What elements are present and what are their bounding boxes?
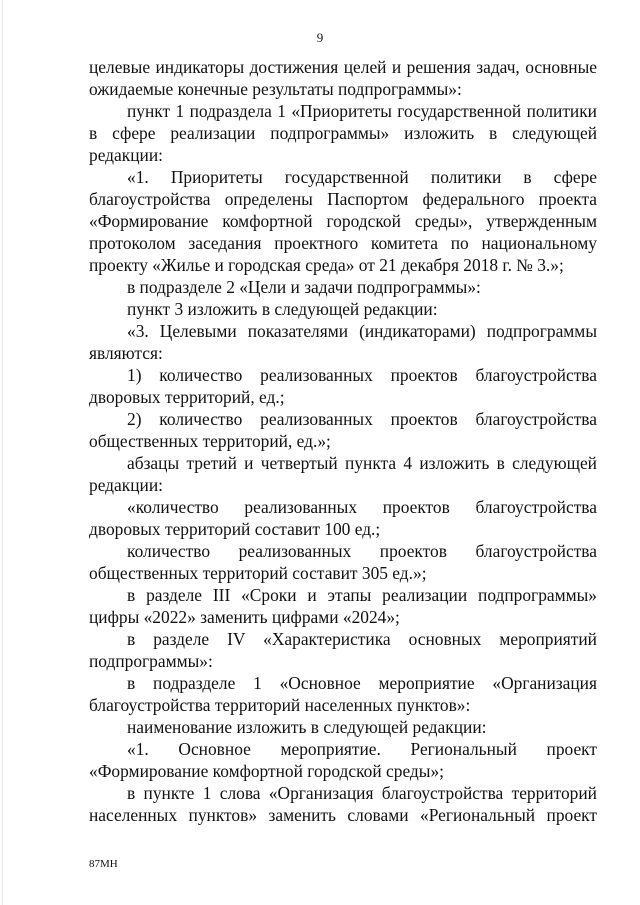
page-number: 9 bbox=[316, 30, 324, 45]
paragraph: в подразделе 1 «Основное мероприятие «Организация благоустройства территорий населенных пунктов»: bbox=[89, 673, 597, 715]
paragraph: в пункте 1 слова «Организация благоустройства территорий населенных пунктов» заменить словами «Региональный проект bbox=[89, 783, 597, 825]
document-body bbox=[89, 56, 597, 826]
paragraph: пункт 1 подраздела 1 «Приоритеты государственной политики в сфере реализации подпрограммы» изложить в следующей редакции: bbox=[89, 101, 597, 165]
paragraph: «1. Приоритеты государственной политики в сфере благоустройства определены Паспортом федерального проекта «Формирование комфортной городской среды», утвержденным протоколом заседания проектного комитета по национальному проекту «Жилье и городская среда» от 21 декабря 2018 г. № 3.»; bbox=[89, 167, 597, 275]
paragraph: целевые индикаторы достижения целей и решения задач, основные ожидаемые конечные результаты подпрограммы»: bbox=[89, 57, 597, 99]
paragraph: наименование изложить в следующей редакции: bbox=[127, 717, 487, 737]
paragraph: 1) количество реализованных проектов благоустройства дворовых территорий, ед.; bbox=[89, 365, 597, 407]
paragraph: пункт 3 изложить в следующей редакции: bbox=[127, 299, 438, 319]
paragraph: количество реализованных проектов благоустройства общественных территорий составит 305 ед.»; bbox=[89, 541, 597, 583]
paragraph: в подразделе 2 «Цели и задачи подпрограммы»: bbox=[127, 277, 481, 297]
paragraph: в разделе III «Сроки и этапы реализации подпрограммы» цифры «2022» заменить цифрами «2024»; bbox=[89, 585, 597, 627]
paragraph: абзацы третий и четвертый пункта 4 изложить в следующей редакции: bbox=[89, 453, 597, 495]
footer-code: 87МН bbox=[89, 858, 118, 870]
paragraph: «1. Основное мероприятие. Региональный проект «Формирование комфортной городской среды»; bbox=[89, 739, 597, 781]
paragraph: в разделе IV «Характеристика основных мероприятий подпрограммы»: bbox=[89, 629, 597, 671]
paragraph: 2) количество реализованных проектов благоустройства общественных территорий, ед.»; bbox=[89, 409, 597, 451]
paragraph: «3. Целевыми показателями (индикаторами) подпрограммы являются: bbox=[89, 321, 597, 363]
paragraph: «количество реализованных проектов благоустройства дворовых территорий составит 100 ед.; bbox=[89, 497, 597, 539]
page-edge bbox=[2, 0, 3, 905]
